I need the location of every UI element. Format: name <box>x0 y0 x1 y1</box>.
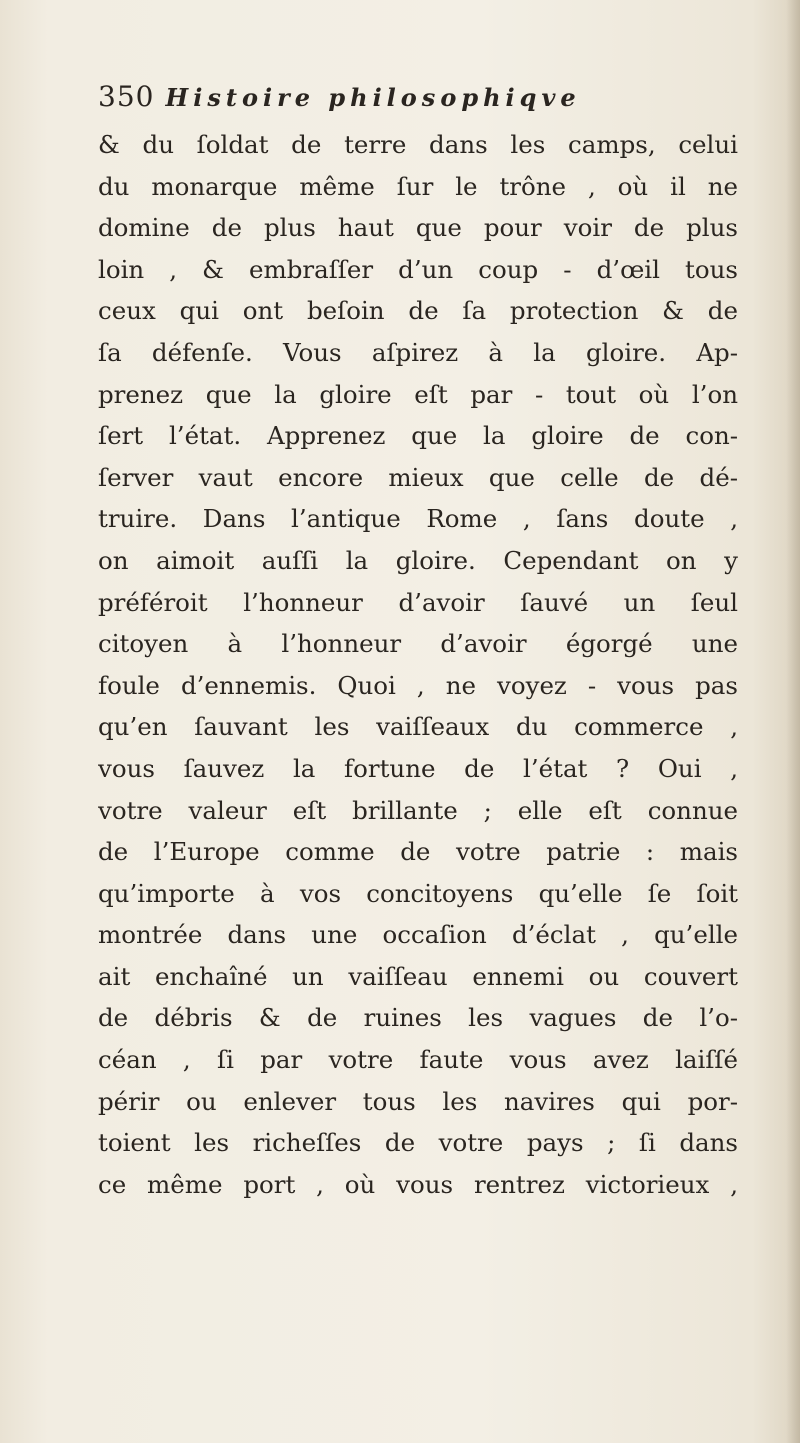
text-line: de débris & de ruines les vagues de l’o- <box>98 1003 738 1033</box>
text-line: vous ſauvez la fortune de l’état ? Oui , <box>98 753 738 783</box>
text-line: truire. Dans l’antique Rome , ſans doute , <box>98 504 738 534</box>
text-line: votre valeur eſt brillante ; elle eſt connue <box>98 795 738 825</box>
text-line: qu’en ſauvant les vaiſſeaux du commerce , <box>98 712 738 742</box>
text-line: on aimoit auſſi la gloire. Cependant on y <box>98 545 738 575</box>
text-line: périr ou enlever tous les navires qui por- <box>98 1086 738 1116</box>
text-line: ſert l’état. Apprenez que la gloire de con- <box>98 421 738 451</box>
text-line: montrée dans une occaſion d’éclat , qu’elle <box>98 920 738 950</box>
text-line: ſerver vaut encore mieux que celle de dé- <box>98 462 738 492</box>
text-line: du monarque même ſur le trône , où il ne <box>98 171 738 201</box>
text-line: & du ſoldat de terre dans les camps, celui <box>98 130 738 159</box>
text-line: préféroit l’honneur d’avoir ſauvé un ſeul <box>98 587 738 617</box>
running-title: Histoire philosophiqve <box>165 83 581 112</box>
text-line: qu’importe à vos concitoyens qu’elle ſe ſoit <box>98 878 738 908</box>
text-line: ſa défenſe. Vous aſpirez à la gloire. Ap- <box>98 337 738 367</box>
text-line: céan , ſi par votre faute vous avez laiſſé <box>98 1045 738 1075</box>
page-number: 350 <box>98 80 155 113</box>
text-line: ceux qui ont beſoin de ſa protection & de <box>98 296 738 326</box>
text-line: ait enchaîné un vaiſſeau ennemi ou couvert <box>98 961 738 991</box>
body-text <box>98 124 738 1205</box>
text-line: citoyen à l’honneur d’avoir égorgé une <box>98 629 738 659</box>
text-line: loin , & embraſſer d’un coup - d’œil tous <box>98 254 738 284</box>
page-header <box>98 80 738 130</box>
text-line: prenez que la gloire eſt par - tout où l’on <box>98 379 738 409</box>
text-line: domine de plus haut que pour voir de plus <box>98 213 738 243</box>
text-line: toient les richeſſes de votre pays ; ſi dans <box>98 1128 738 1158</box>
text-line: de l’Europe comme de votre patrie : mais <box>98 837 738 867</box>
page-edge-shadow <box>786 0 800 1443</box>
text-line: ce même port , où vous rentrez victorieux , <box>98 1169 738 1199</box>
text-line: foule d’ennemis. Quoi , ne voyez - vous pas <box>98 670 738 700</box>
